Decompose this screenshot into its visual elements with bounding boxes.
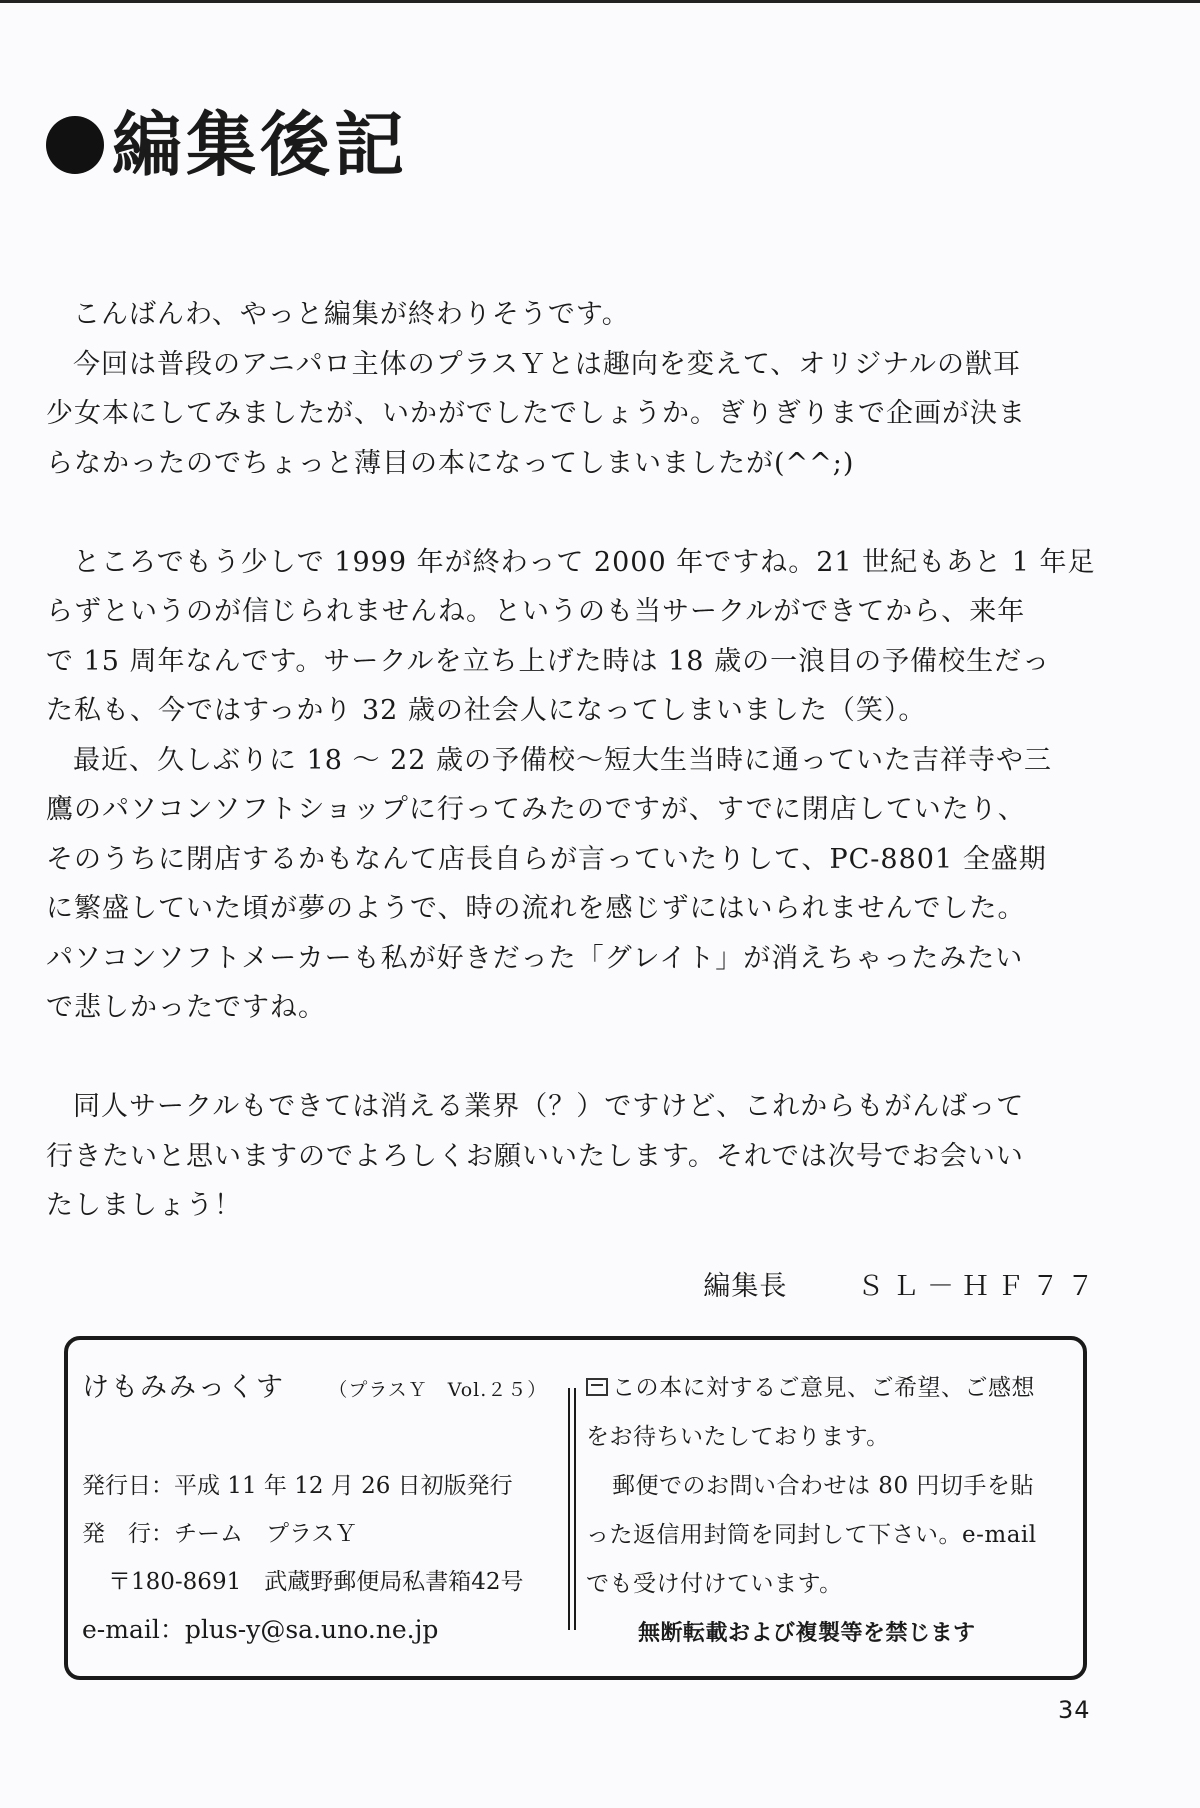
paragraph-gap [46,488,1108,538]
colophon-box [64,1336,1087,1680]
editor-signature [703,1264,1102,1303]
body-line: こんばんわ、やっと編集が終わりそうです。 [73,299,630,330]
body-line: に繁盛していた頃が夢のようで、時の流れを感じずにはいられませんでした。 [46,893,1026,924]
feedback-line: った返信用封筒を同封して下さい。e-mail [586,1522,1037,1548]
publication-subtitle: （プラスＹ Vol.２５） [328,1379,548,1401]
body-line: で 15 周年なんです。サークルを立ち上げた時は 18 歳の一浪目の予備校生だっ [46,645,1051,677]
body-line: 同人サークルもできては消える業界（？）ですけど、これからもがんばって [73,1091,1025,1122]
feedback-line-text: この本に対するご意見、ご希望、ご感想 [612,1375,1035,1401]
body-line: 行きたいと思いますのでよろしくお願いいたします。それでは次号でお会いい [46,1140,1024,1172]
mail-icon [586,1378,608,1396]
feedback-line: をお待ちいたしております。 [586,1424,890,1450]
body-line: ところでもう少しで 1999 年が終わって 2000 年ですね。21 世紀もあと 1 年足 [73,546,1096,578]
body-line: 最近、久しぶりに 18 ～ 22 歳の予備校～短大生当時に通っていた吉祥寺や三 [73,744,1053,776]
feedback-line [586,1364,1076,1413]
publication-title: けもみみっくす [82,1372,285,1403]
page-number: 34 [1058,1696,1091,1724]
contact-email: e-mail：plus-y@sa.uno.ne.jp [82,1615,439,1644]
body-line: た私も、今ではすっかり 32 歳の社会人になってしまいました（笑）。 [46,695,927,726]
top-rule [0,0,1200,3]
copyright-notice: 無断転載および複製等を禁じます [638,1621,976,1646]
body-line: 今回は普段のアニパロ主体のプラスＹとは趣向を変えて、オリジナルの獣耳 [73,348,1021,380]
feedback-line: でも受け付けています。 [586,1571,843,1597]
afterword-body [46,290,1108,1231]
signature-role: 編集長 [703,1271,788,1302]
double-rule-divider [568,1388,576,1630]
body-line: そのうちに閉店するかもなんて店長自らが言っていたりして、PC-8801 全盛期 [46,843,1047,875]
body-line: パソコンソフトメーカーも私が好きだった「グレイト」が消えちゃったみたい [46,942,1024,974]
colophon-gap [82,1414,562,1462]
body-line: で悲しかったですね。 [46,992,326,1023]
body-line: 鷹のパソコンソフトショップに行ってみたのですが、すでに閉店していたり、 [46,794,1026,825]
body-line: たしましょう！ [46,1190,242,1221]
issue-date: 発行日：平成 11 年 12 月 26 日初版発行 [82,1473,513,1499]
feedback-line: 郵便でのお問い合わせは 80 円切手を貼 [612,1473,1034,1499]
postal-address: 〒180-8691 武蔵野郵便局私書箱42号 [108,1569,524,1595]
publisher: 発 行：チーム プラスＹ [82,1521,358,1547]
publication-title-line [82,1364,562,1414]
bullet-dot-icon [46,116,104,174]
body-line: らなかったのでちょっと薄目の本になってしまいましたが(^^;) [46,447,855,479]
signature-name: ＳＬ－ＨＦ７７ [857,1271,1102,1302]
paragraph-gap [46,1033,1108,1083]
page-heading [46,104,408,186]
page-title: 編集後記 [112,104,408,186]
body-line: らずというのが信じられませんね。というのも当サークルができてから、来年 [46,596,1026,627]
colophon-feedback-info [586,1364,1076,1658]
body-line: 少女本にしてみましたが、いかがでしたでしょうか。ぎりぎりまで企画が決ま [46,398,1026,429]
colophon-publication-info [82,1364,562,1654]
